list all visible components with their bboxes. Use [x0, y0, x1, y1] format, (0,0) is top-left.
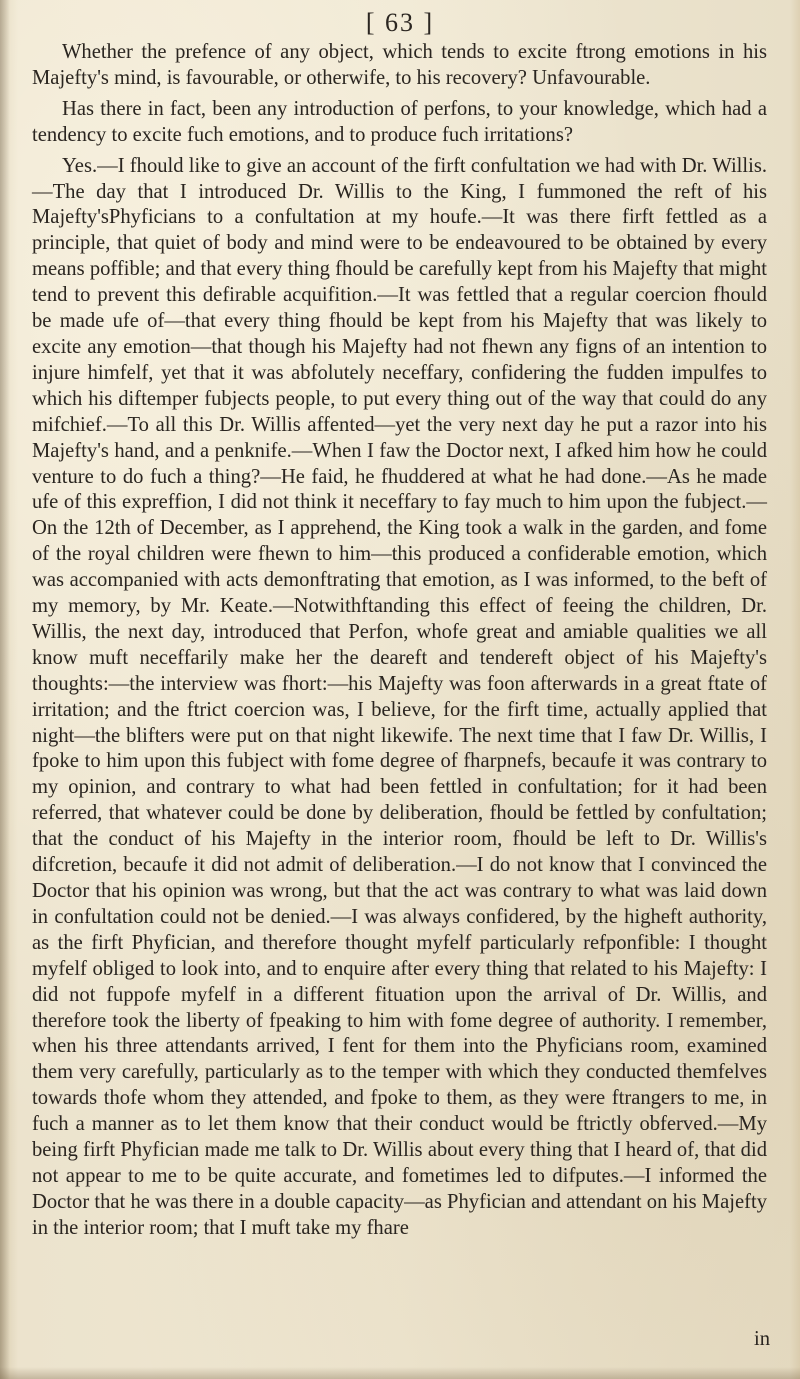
catchword: in [753, 1328, 770, 1350]
page-bottom-edge [0, 1367, 800, 1379]
paragraph-question-1: Whether the prefence of any object, which tends to excite ftrong emotions in his Majefty's mind, is favourable, or otherwife, to his recovery? Unfavourable. [32, 41, 767, 89]
body-text [32, 40, 767, 1242]
paragraph-question-2: Has there in fact, been any introduction of perfons, to your knowledge, which had a tendency to excite fuch emotions, and to produce fuch irritations? [32, 97, 767, 146]
page-number: [ 63 ] [365, 8, 435, 37]
page-binding-shadow [0, 0, 10, 1379]
paragraph-answer: Yes.—I fhould like to give an account of the firft confultation we had with Dr. Willis.—The day that I introduced Dr. Willis to the King, I fummoned the reft of his Majefty'sPhyficians to a confultation at my houfe.—It was there firft fettled as a principle, that quiet of body and mind were to be endeavoured to be obtained by every means poffible; and that every thing fhould be carefully kept from his Majefty that might tend to prevent this defirable acquifition.—It was fettled that a regular coercion fhould be made ufe of—that every thing fhould be kept from his Majefty that was likely to excite any emotion—that though his Majefty had not fhewn any figns of an intention to injure himfelf, yet that it was abfolutely neceffary, confidering the fudden impulfes to which his diftemper fubjects people, to put every thing out of the way that could do any mifchief.—To all this Dr. Willis affented—yet the very next day he put a razor into his Majefty's hand, and a penknife.—When I faw the Doctor next, I afked him how he could venture to do fuch a thing?—He faid, he fhuddered at what he had done.—As he made ufe of this expreffion, I did not think it neceffary to fay much to him upon the fubject.—On the 12th of December, as I apprehend, the King took a walk in the garden, and fome of the royal children were fhewn to him—this produced a confiderable emotion, which was accompanied with acts demonftrating that emotion, as I was informed, to the beft of my memory, by Mr. Keate.—Notwithftanding this effect of feeing the children, Dr. Willis, the next day, introduced that Perfon, whofe great and amiable qualities we all know muft neceffarily make her the deareft and tendereft object of his Majefty's thoughts:—the interview was fhort:—his Majefty was foon afterwards in a great ftate of irritation; and the ftrict coercion was, I believe, for the firft time, actually applied that night—the blifters were put on that night likewife. The next time that I faw Dr. Willis, I fpoke to him upon this fubject with fome degree of fharpnefs, becaufe it was contrary to my opinion, and contrary to what had been fettled in confultation; for it had been referred, that whatever could be done by deliberation, fhould be fettled by confultation; that the conduct of his Majefty in the interior room, fhould be left to Dr. Willis's difcretion, becaufe it did not admit of deliberation.—I do not know that I convinced the Doctor that his opinion was wrong, but that the act was contrary to what was laid down in confultation could not be denied.—I was always confidered, by the higheft authority, as the firft Phyfician, and therefore thought myfelf particularly refponfible: I thought myfelf obliged to look into, and to enquire after every thing that related to his Majefty: I did not fuppofe myfelf in a different fituation upon the arrival of Dr. Willis, and therefore took the liberty of fpeaking to him with fome degree of authority. I remember, when his three attendants arrived, I fent for them into the Phyficians room, examined them very carefully, particularly as to the temper with which they conducted themfelves towards thofe whom they attended, and fpoke to them, as they were ftrangers to me, in fuch a manner as to let them know that their conduct would be ftrictly obferved.—My being firft Phyfician made me talk to Dr. Willis about every thing that I heard of, that did not appear to me to be quite accurate, and fometimes led to difputes.—I informed the Doctor that he was there in a double capacity—as Phyfician and attendant on his Majefty in the interior room; that I muft take my fhare [32, 154, 767, 1239]
